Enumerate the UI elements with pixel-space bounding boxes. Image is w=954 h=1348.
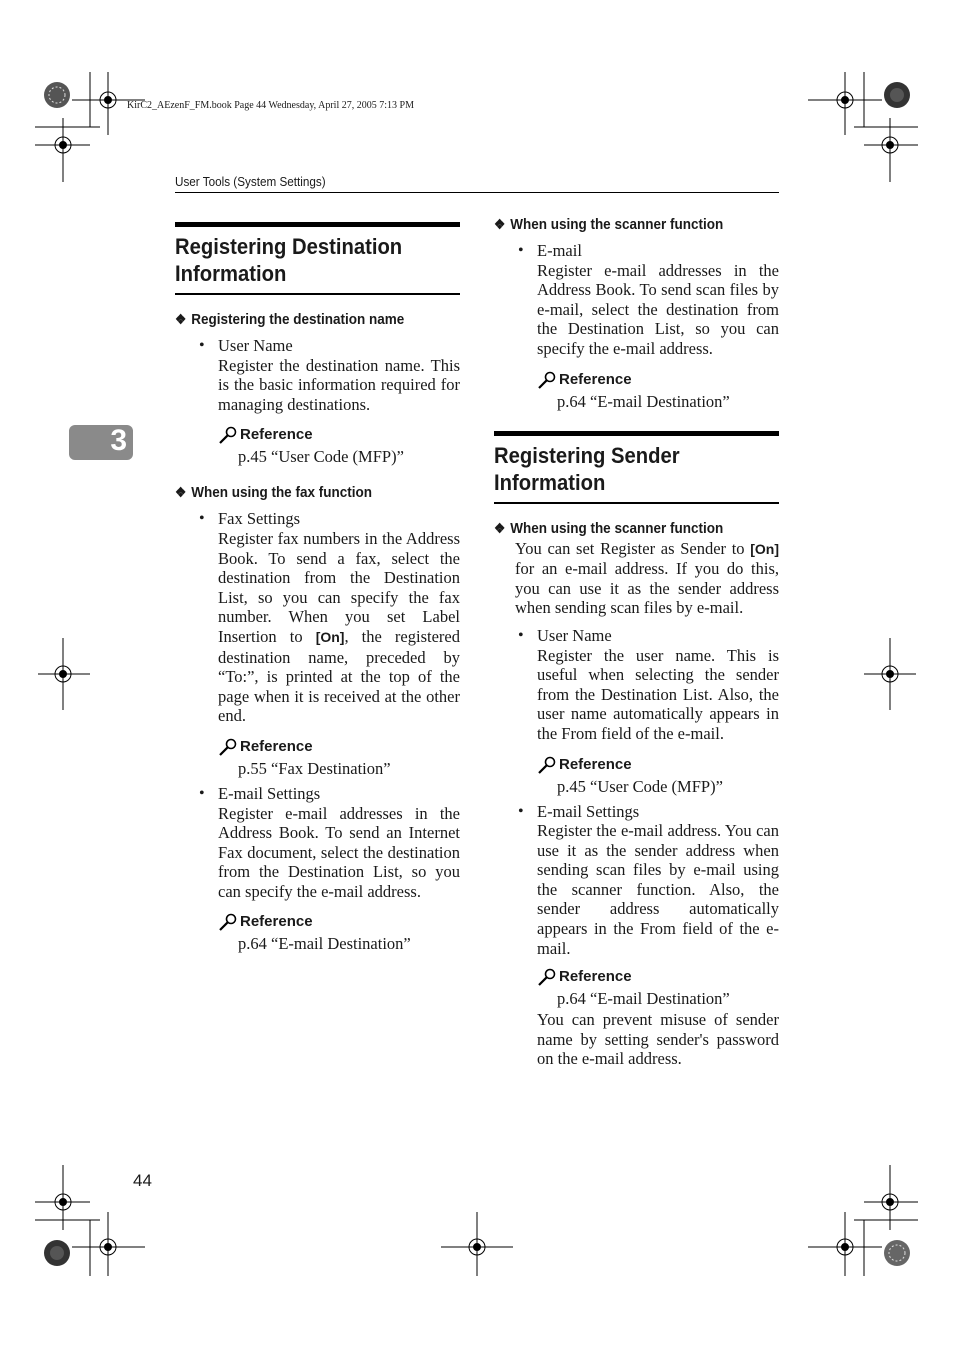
reference-block [218, 424, 460, 468]
reference-link[interactable]: p.45 “User Code (MFP)” [557, 776, 723, 796]
item-body: Register e-mail addresses in the Address Book. To send an Internet Fax document, select the destination from the Destination List, so you can specify the e-mail address. [218, 803, 460, 901]
list-item [494, 626, 779, 744]
reference-link[interactable]: p.64 “E-mail Destination” [557, 989, 730, 1009]
key-label: [On] [750, 540, 779, 557]
chapter-tab [69, 425, 133, 460]
section-heading-line: Information [175, 261, 287, 286]
subsection-title: When using the fax function [191, 484, 372, 502]
list-item [494, 241, 779, 359]
subsection-title: When using the scanner function [510, 216, 724, 233]
subsection-heading [494, 518, 751, 539]
reference-block [537, 966, 779, 1010]
list-item [175, 336, 460, 414]
right-column [494, 214, 779, 1071]
item-body: Register e-mail addresses in the Address Book. To send scan files by e-mail, select the destination from the Destination List, so you can specify the e-mail address. [537, 260, 779, 358]
bullet-icon: • [199, 510, 205, 528]
list-item [175, 509, 460, 726]
bullet-icon: • [518, 802, 524, 820]
list-item [494, 802, 779, 959]
section-heading-line: Registering Destination [175, 234, 403, 259]
diamond-bullet-icon: ❖ [175, 311, 187, 327]
magnifier-icon [218, 913, 238, 931]
reference-link[interactable]: p.64 “E-mail Destination” [238, 934, 411, 954]
reference-label: Reference [240, 913, 313, 931]
diamond-bullet-icon: ❖ [494, 216, 506, 232]
subsection-heading [494, 214, 751, 235]
bullet-icon: • [199, 337, 205, 354]
item-body: Register fax numbers in the Address Book. To send a fax, select the destination from the Destination List, so you can specify the fax number. When you set Label Insertion to [On], the registered destination name, preceded by “To:”, is printed at the top of the page when it is received at the other end. [218, 528, 460, 726]
section-heading-line: Information [494, 469, 606, 495]
item-body: Register the e-mail address. You can use it as the sender address when sending scan files by e-mail using the scanner function. Also, the sender address automatically appears in the From field of the e-mail. [537, 821, 779, 958]
magnifier-icon [218, 426, 238, 444]
item-body: Register the destination name. This is the basic information required for managing destinations. [218, 355, 460, 414]
reference-block [218, 911, 460, 955]
bullet-icon: • [518, 242, 524, 259]
diamond-bullet-icon: ❖ [175, 484, 187, 501]
diamond-bullet-icon: ❖ [494, 519, 506, 536]
reference-label: Reference [240, 426, 313, 444]
section-heading-line: Registering Sender [494, 442, 680, 468]
item-title: Fax Settings [218, 509, 301, 529]
item-title: E-mail Settings [537, 801, 640, 821]
section-heading [175, 222, 460, 295]
page-number: 44 [133, 1171, 152, 1190]
header-rule [175, 192, 779, 193]
intro-paragraph: You can set Register as Sender to [On] for an e-mail address. If you do this, you can use it as the sender address when sending scan files by e-mail. [515, 538, 779, 618]
reference-label: Reference [559, 968, 632, 986]
magnifier-icon [537, 371, 557, 389]
reference-block [537, 754, 779, 798]
magnifier-icon [537, 756, 557, 774]
chapter-number: 3 [110, 424, 127, 457]
item-title: E-mail [537, 241, 582, 260]
item-body: Register the user name. This is useful when selecting the sender from the Destination List. Also, the user name automatically appears in the From field of the e-mail. [537, 645, 779, 743]
subsection-heading [175, 482, 432, 503]
subsection-title: When using the scanner function [510, 519, 724, 537]
item-title: User Name [218, 336, 293, 355]
section-heading [494, 431, 779, 504]
list-item [175, 784, 460, 902]
reference-link[interactable]: p.45 “User Code (MFP)” [238, 447, 404, 467]
reference-label: Reference [559, 370, 632, 388]
bullet-icon: • [518, 626, 524, 644]
magnifier-icon [218, 738, 238, 756]
reference-link[interactable]: p.64 “E-mail Destination” [557, 391, 730, 411]
subsection-title: Registering the destination name [191, 311, 405, 328]
reference-label: Reference [559, 755, 632, 773]
key-label: [On] [315, 628, 345, 645]
reference-block [537, 369, 779, 413]
closing-text: You can prevent misuse of sender name by setting sender's password on the e-mail address. [537, 1010, 779, 1069]
item-title: E-mail Settings [218, 783, 321, 803]
subsection-heading [175, 309, 432, 330]
reference-link[interactable]: p.55 “Fax Destination” [238, 758, 391, 778]
left-column [175, 222, 460, 955]
reference-label: Reference [240, 737, 313, 755]
magnifier-icon [537, 968, 557, 986]
item-title: User Name [537, 625, 612, 645]
closing-note [494, 1010, 779, 1069]
bullet-icon: • [199, 784, 205, 802]
reference-block [218, 736, 460, 780]
print-slug: KirC2_AEzenF_FM.book Page 44 Wednesday, April 27, 2005 7:13 PM [127, 100, 414, 111]
running-header: User Tools (System Settings) [175, 174, 326, 189]
